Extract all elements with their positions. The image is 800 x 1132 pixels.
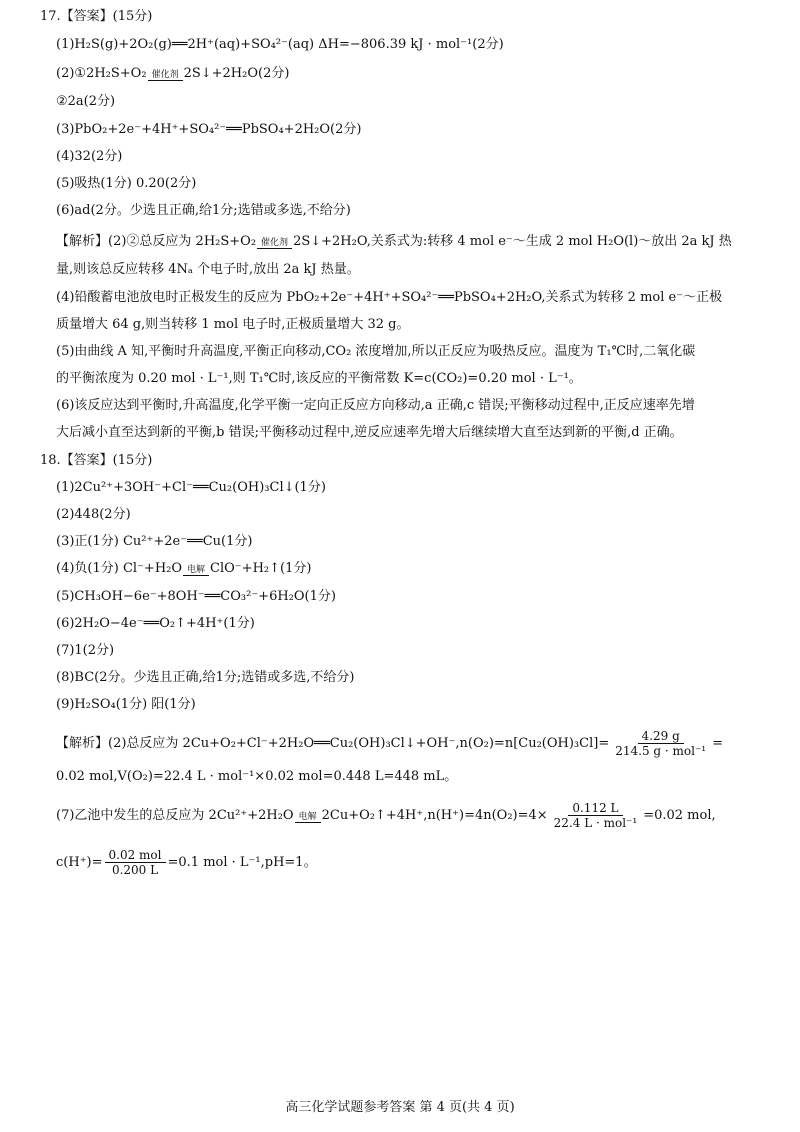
q18-explain-7-lhs: (7)乙池中发生的总反应为 2Cu²⁺+2H₂O <box>56 808 294 823</box>
q18-answer-4 <box>56 560 770 578</box>
q18-explain-2-line2: 0.02 mol,V(O₂)=22.4 L · mol⁻¹×0.02 mol=0.448 L=448 mL。 <box>56 769 458 784</box>
reaction-condition: 催化剂 <box>148 71 183 81</box>
fraction-numerator: 0.02 mol <box>105 848 166 863</box>
q17-answer-2 <box>56 65 770 83</box>
q18-answer-2: (2)448(2分) <box>56 507 131 522</box>
q17-explain-2-lhs: 【解析】(2)②总反应为 2H₂S+O₂ <box>56 234 257 249</box>
q18-answer-4-lhs: (4)负(1分) Cl⁻+H₂O <box>56 561 183 576</box>
q17-answer-1: (1)H₂S(g)+2O₂(g)══2H⁺(aq)+SO₄²⁻(aq) ΔH=−806.39 kJ · mol⁻¹(2分) <box>56 37 504 52</box>
reaction-arrow <box>183 566 209 576</box>
q18-explain-7-rhs: =0.02 mol, <box>643 808 716 823</box>
fraction-denominator: 22.4 L · mol⁻¹ <box>553 816 638 830</box>
fraction <box>611 729 710 758</box>
q18-explain-2-lhs: 【解析】(2)总反应为 2Cu+O₂+Cl⁻+2H₂O══Cu₂(OH)₃Cl↓+OH⁻,n(O₂)=n[Cu₂(OH)₃Cl]= <box>56 736 610 751</box>
reaction-condition: 催化剂 <box>257 239 292 249</box>
q18-answer-4-rhs: ClO⁻+H₂↑(1分) <box>210 561 312 576</box>
q17-explain-6-line2: 大后减小直至达到新的平衡,b 错误;平衡移动过程中,逆反应速率先增大后继续增大直至达到新的平衡,d 正确。 <box>56 425 683 440</box>
q18-explain-7-mid: 2Cu+O₂↑+4H⁺,n(H⁺)=4n(O₂)=4× <box>321 808 548 823</box>
q18-answer-6: (6)2H₂O−4e⁻══O₂↑+4H⁺(1分) <box>56 616 255 631</box>
q17-explain-5-line1: (5)由曲线 A 知,平衡时升高温度,平衡正向移动,CO₂ 浓度增加,所以正反应为吸热反应。温度为 T₁℃时,二氧化碳 <box>56 344 696 359</box>
q17-explain-2-line2: 量,则该总反应转移 4Nₐ 个电子时,放出 2a kJ 热量。 <box>56 262 360 277</box>
reaction-condition: 电解 <box>183 566 209 576</box>
q18-header: 18.【答案】(15分) <box>40 453 153 468</box>
q17-answer-5: (5)吸热(1分) 0.20(2分) <box>56 176 197 191</box>
fraction-denominator: 214.5 g · mol⁻¹ <box>615 744 707 758</box>
q18-explain-2 <box>56 729 770 758</box>
fraction-numerator: 4.29 g <box>638 729 684 744</box>
q18-explain-7-line2 <box>56 848 770 877</box>
q18-explain-7-line2-lhs: c(H⁺)= <box>56 855 103 870</box>
q17-explain-2-rhs: 2S↓+2H₂O,关系式为:转移 4 mol e⁻～生成 2 mol H₂O(l)～放出 2a kJ 热 <box>293 234 732 249</box>
q17-header: 17.【答案】(15分) <box>40 9 153 24</box>
q18-answer-9: (9)H₂SO₄(1分) 阳(1分) <box>56 697 196 712</box>
q17-explain-4-line2: 质量增大 64 g,则当转移 1 mol 电子时,正极质量增大 32 g。 <box>56 317 410 332</box>
reaction-arrow <box>295 813 321 823</box>
q17-answer-2-lhs: (2)①2H₂S+O₂ <box>56 66 147 81</box>
q17-answer-2b: ②2a(2分) <box>56 94 116 109</box>
reaction-arrow <box>148 71 183 81</box>
q18-answer-1: (1)2Cu²⁺+3OH⁻+Cl⁻══Cu₂(OH)₃Cl↓(1分) <box>56 480 326 495</box>
q18-answer-3: (3)正(1分) Cu²⁺+2e⁻══Cu(1分) <box>56 534 253 549</box>
q17-explain-5-line2: 的平衡浓度为 0.20 mol · L⁻¹,则 T₁℃时,该反应的平衡常数 K=c(CO₂)=0.20 mol · L⁻¹。 <box>56 371 582 386</box>
q17-explain-4-line1: (4)铅酸蓄电池放电时正极发生的反应为 PbO₂+2e⁻+4H⁺+SO₄²⁻══PbSO₄+2H₂O,关系式为转移 2 mol e⁻～正极 <box>56 290 723 305</box>
reaction-arrow <box>257 239 292 249</box>
q17-answer-4: (4)32(2分) <box>56 149 123 164</box>
fraction-denominator: 0.200 L <box>111 863 159 877</box>
q18-explain-7 <box>56 801 770 830</box>
q17-answer-3: (3)PbO₂+2e⁻+4H⁺+SO₄²⁻══PbSO₄+2H₂O(2分) <box>56 122 362 137</box>
q18-answer-7: (7)1(2分) <box>56 643 115 658</box>
q18-explain-2-rhs: = <box>712 736 724 751</box>
q18-explain-7-line2-rhs: =0.1 mol · L⁻¹,pH=1。 <box>167 855 317 870</box>
q18-answer-8: (8)BC(2分。少选且正确,给1分;选错或多选,不给分) <box>56 670 355 685</box>
q17-answer-6: (6)ad(2分。少选且正确,给1分;选错或多选,不给分) <box>56 203 351 218</box>
reaction-condition: 电解 <box>295 813 321 823</box>
q17-answer-2-rhs: 2S↓+2H₂O(2分) <box>183 66 290 81</box>
q17-explain-2 <box>56 233 770 251</box>
fraction <box>550 801 642 830</box>
page-footer: 高三化学试题参考答案 第 4 页(共 4 页) <box>285 1100 515 1115</box>
q18-answer-5: (5)CH₃OH−6e⁻+8OH⁻══CO₃²⁻+6H₂O(1分) <box>56 589 336 604</box>
q17-explain-6-line1: (6)该反应达到平衡时,升高温度,化学平衡一定向正反应方向移动,a 正确,c 错误;平衡移动过程中,正反应速率先增 <box>56 398 695 413</box>
fraction <box>105 848 166 877</box>
fraction-numerator: 0.112 L <box>568 801 622 816</box>
